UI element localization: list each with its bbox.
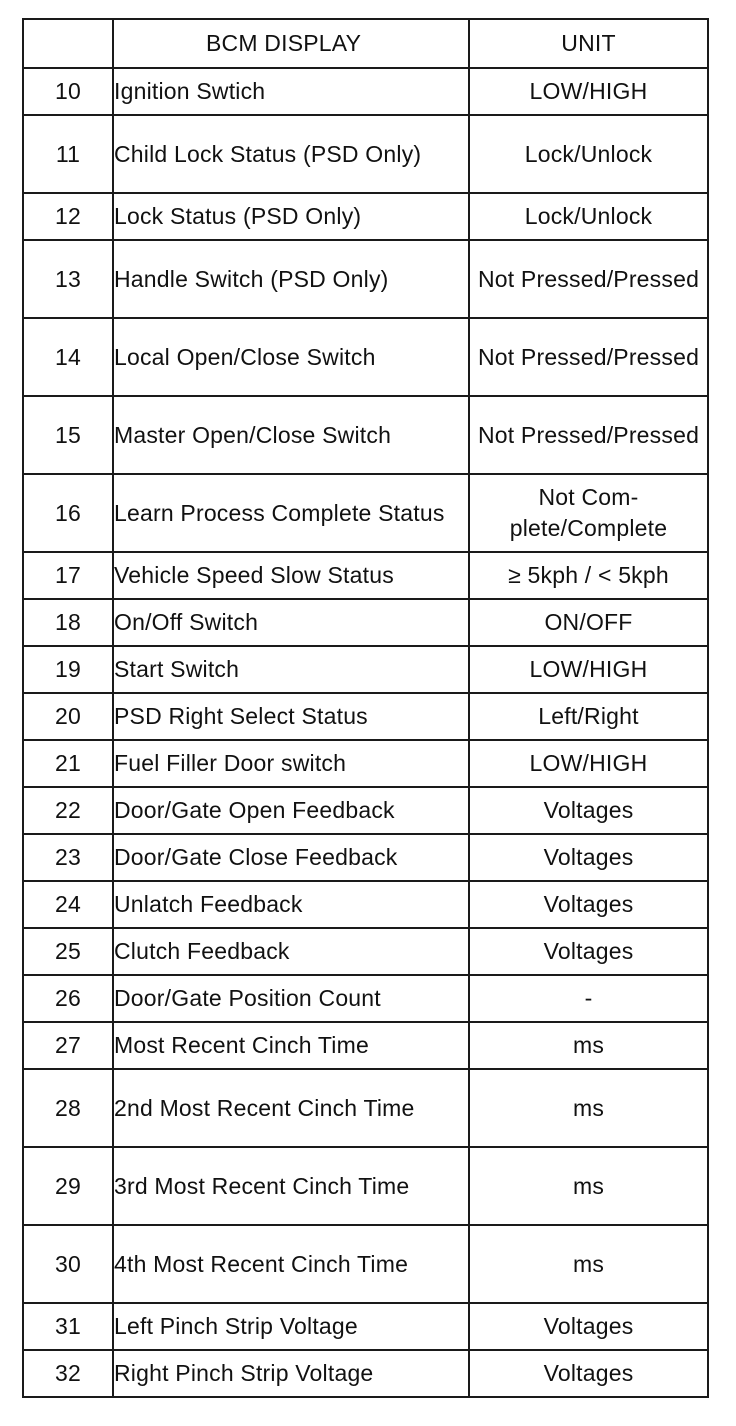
row-unit: Lock/Unlock [469, 115, 708, 193]
row-unit: ms [469, 1022, 708, 1069]
table-row [23, 740, 708, 787]
row-number: 13 [23, 240, 113, 318]
row-unit: - [469, 975, 708, 1022]
row-display-name: Door/Gate Position Count [113, 975, 469, 1022]
row-unit: Not Com- plete/Complete [469, 474, 708, 552]
row-display-name: Learn Process Complete Status [113, 474, 469, 552]
table-row [23, 975, 708, 1022]
row-number: 21 [23, 740, 113, 787]
row-number: 15 [23, 396, 113, 474]
table-row [23, 1225, 708, 1303]
table-row [23, 1022, 708, 1069]
table-row [23, 646, 708, 693]
row-number: 17 [23, 552, 113, 599]
row-unit: Not Pressed/Pressed [469, 240, 708, 318]
table-row [23, 1350, 708, 1397]
row-number: 11 [23, 115, 113, 193]
row-unit: ON/OFF [469, 599, 708, 646]
row-unit: Voltages [469, 787, 708, 834]
row-display-name: Start Switch [113, 646, 469, 693]
row-display-name: Lock Status (PSD Only) [113, 193, 469, 240]
row-number: 16 [23, 474, 113, 552]
table-row [23, 240, 708, 318]
row-unit: ms [469, 1147, 708, 1225]
row-number: 27 [23, 1022, 113, 1069]
row-unit: Not Pressed/Pressed [469, 318, 708, 396]
table-row [23, 928, 708, 975]
row-unit: Voltages [469, 928, 708, 975]
row-display-name: Left Pinch Strip Voltage [113, 1303, 469, 1350]
bcm-display-table [22, 18, 709, 1398]
row-number: 26 [23, 975, 113, 1022]
row-display-name: 4th Most Recent Cinch Time [113, 1225, 469, 1303]
table-row [23, 834, 708, 881]
row-display-name: PSD Right Select Status [113, 693, 469, 740]
row-number: 30 [23, 1225, 113, 1303]
row-number: 28 [23, 1069, 113, 1147]
table-row [23, 474, 708, 552]
table-row [23, 1147, 708, 1225]
row-display-name: Child Lock Status (PSD Only) [113, 115, 469, 193]
header-bcm-display: BCM DISPLAY [113, 19, 469, 68]
table-header-row [23, 19, 708, 68]
row-number: 19 [23, 646, 113, 693]
row-number: 32 [23, 1350, 113, 1397]
row-number: 18 [23, 599, 113, 646]
row-display-name: Unlatch Feedback [113, 881, 469, 928]
row-number: 25 [23, 928, 113, 975]
header-unit: UNIT [469, 19, 708, 68]
row-display-name: Local Open/Close Switch [113, 318, 469, 396]
row-number: 23 [23, 834, 113, 881]
row-number: 24 [23, 881, 113, 928]
table-row [23, 552, 708, 599]
table-row [23, 787, 708, 834]
row-unit: Not Pressed/Pressed [469, 396, 708, 474]
row-unit: ms [469, 1225, 708, 1303]
row-display-name: Vehicle Speed Slow Status [113, 552, 469, 599]
row-display-name: Clutch Feedback [113, 928, 469, 975]
row-unit: LOW/HIGH [469, 740, 708, 787]
row-unit: Voltages [469, 834, 708, 881]
row-number: 10 [23, 68, 113, 115]
row-unit: ms [469, 1069, 708, 1147]
table-row [23, 396, 708, 474]
row-display-name: Most Recent Cinch Time [113, 1022, 469, 1069]
row-number: 20 [23, 693, 113, 740]
row-number: 12 [23, 193, 113, 240]
table-row [23, 193, 708, 240]
row-unit: ≥ 5kph / < 5kph [469, 552, 708, 599]
table-row [23, 318, 708, 396]
table-row [23, 599, 708, 646]
header-number [23, 19, 113, 68]
table-row [23, 1069, 708, 1147]
row-display-name: Door/Gate Open Feedback [113, 787, 469, 834]
row-display-name: On/Off Switch [113, 599, 469, 646]
table-row [23, 693, 708, 740]
row-number: 29 [23, 1147, 113, 1225]
row-number: 31 [23, 1303, 113, 1350]
row-unit: LOW/HIGH [469, 646, 708, 693]
row-display-name: Right Pinch Strip Voltage [113, 1350, 469, 1397]
row-number: 22 [23, 787, 113, 834]
row-unit: Voltages [469, 1350, 708, 1397]
row-unit: Voltages [469, 881, 708, 928]
table-row [23, 1303, 708, 1350]
row-display-name: Door/Gate Close Feedback [113, 834, 469, 881]
row-display-name: Ignition Swtich [113, 68, 469, 115]
row-unit: Voltages [469, 1303, 708, 1350]
row-unit: LOW/HIGH [469, 68, 708, 115]
table-row [23, 881, 708, 928]
row-display-name: Handle Switch (PSD Only) [113, 240, 469, 318]
row-number: 14 [23, 318, 113, 396]
row-display-name: 2nd Most Recent Cinch Time [113, 1069, 469, 1147]
row-display-name: Master Open/Close Switch [113, 396, 469, 474]
row-unit: Lock/Unlock [469, 193, 708, 240]
table-row [23, 115, 708, 193]
row-display-name: Fuel Filler Door switch [113, 740, 469, 787]
row-unit: Left/Right [469, 693, 708, 740]
table-row [23, 68, 708, 115]
row-display-name: 3rd Most Recent Cinch Time [113, 1147, 469, 1225]
